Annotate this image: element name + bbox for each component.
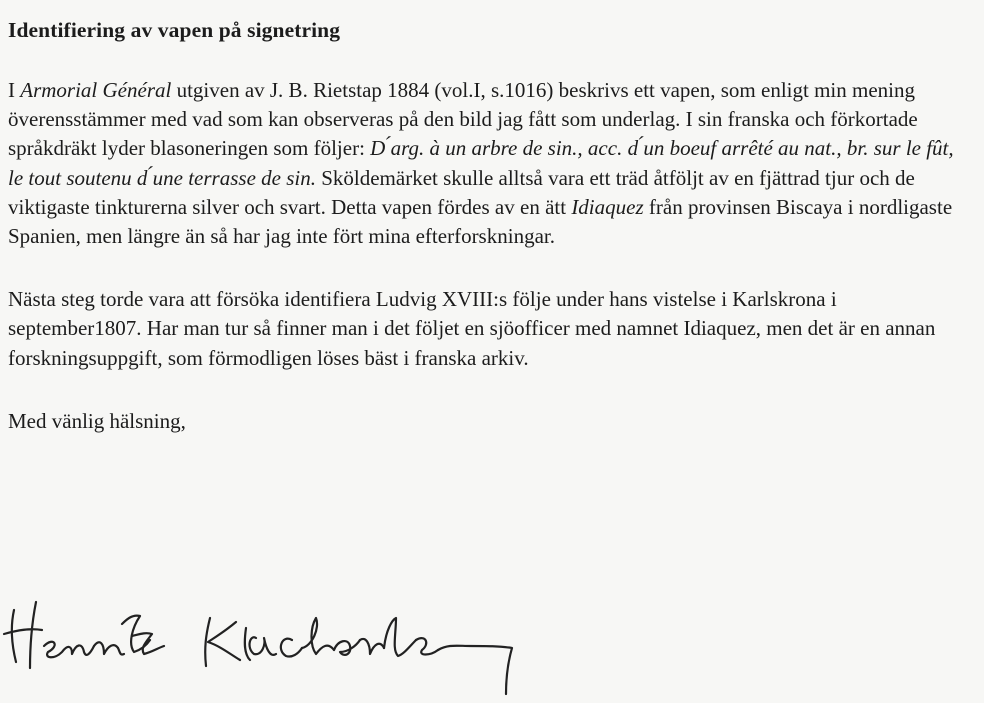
paragraph-armorial: [8, 76, 970, 251]
handwritten-signature: [0, 588, 540, 698]
text-run: utgiven av J. B. Rietstap 1884 (vol.I, s.1016) beskrivs ett vapen, som enligt min mening överensstämmer med vad som kan observeras på den bild jag fått som underlag. I sin franska och förkortade språkdräkt lyder blasoneringen som följer:: [8, 78, 918, 161]
italic-text-run: Armorial Général: [20, 78, 172, 102]
text-run: från provinsen Biscaya i nordligaste Spanien, men längre än så har jag inte fört mina efterforskningar.: [8, 194, 953, 249]
italic-text-run: D ́arg. à un arbre de sin., acc. d ́un boeuf arrêté au nat., br. sur le fût, le tout soutenu d ́une terrasse de sin.: [8, 136, 954, 190]
text-run: Sköldemärket skulle alltså vara ett träd åtföljt av en fjättrad tjur och de viktigaste tinkturerna silver och svart. Detta vapen fördes av en ätt: [8, 165, 915, 219]
paragraph-next-step: Nästa steg torde vara att försöka identifiera Ludvig XVIII:s följe under hans vistelse i Karlskrona i september1807. Har man tur så finner man i det följet en sjöofficer med namnet Idiaquez, men det är en annan forskningsuppgift, som förmodligen löses bäst i franska arkiv.: [8, 287, 936, 370]
closing-greeting: Med vänlig hälsning,: [8, 408, 186, 433]
letter-heading: Identifiering av vapen på signetring: [8, 18, 341, 42]
italic-text-run: Idiaquez: [571, 194, 644, 219]
text-run: I: [8, 78, 21, 102]
